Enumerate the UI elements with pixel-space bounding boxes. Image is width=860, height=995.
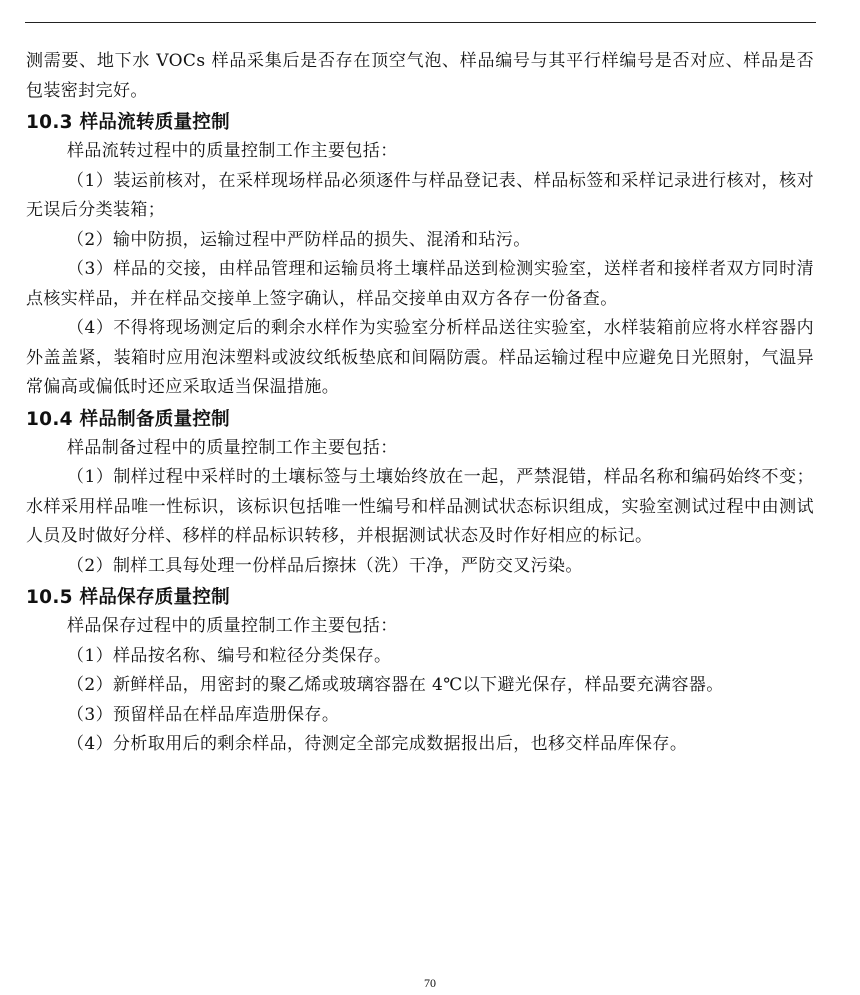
paragraph: （1）样品按名称、编号和粒径分类保存。: [67, 645, 392, 666]
paragraph: （1）装运前核对，在采样现场样品必须逐件与样品登记表、样品标签和采样记录进行核对，核对无误后分类装箱；: [26, 170, 814, 220]
paragraph: （2）输中防损，运输过程中严防样品的损失、混淆和玷污。: [67, 229, 531, 250]
paragraph-continuation: 测需要、地下水 VOCs 样品采集后是否存在顶空气泡、样品编号与其平行样编号是否对应、样品是否包装密封完好。: [26, 51, 814, 101]
paragraph: （4）分析取用后的剩余样品，待测定全部完成数据报出后，也移交样品库保存。: [67, 734, 688, 754]
section-heading-10-3: 10.3 样品流转质量控制: [26, 112, 230, 133]
paragraph: （2）新鲜样品，用密封的聚乙烯或玻璃容器在 4℃以下避光保存，样品要充满容器。: [67, 675, 724, 695]
document-body: [26, 47, 814, 760]
paragraph: （3）预留样品在样品库造册保存。: [67, 704, 340, 725]
header-rule: [25, 22, 816, 23]
paragraph: （4）不得将现场测定后的剩余水样作为实验室分析样品送往实验室，水样装箱前应将水样容器内外盖盖紧，装箱时应用泡沫塑料或波纹纸板垫底和间隔防震。样品运输过程中应避免日光照射，气温异常偏高或偏低时还应采取适当保温措施。: [26, 318, 814, 397]
section-heading-10-5: 10.5 样品保存质量控制: [26, 587, 230, 608]
paragraph: 样品流转过程中的质量控制工作主要包括：: [67, 141, 398, 161]
page-number: 70: [424, 976, 436, 990]
paragraph: 样品保存过程中的质量控制工作主要包括：: [67, 616, 398, 636]
paragraph: （1）制样过程中采样时的土壤标签与土壤始终放在一起，严禁混错，样品名称和编码始终不变；水样采用样品唯一性标识，该标识包括唯一性编号和样品测试状态标识组成，实验室测试过程中由测试人员及时做好分样、移样的样品标识转移，并根据测试状态及时作好相应的标记。: [26, 467, 814, 546]
paragraph: （2）制样工具每处理一份样品后擦抹（洗）干净，严防交叉污染。: [67, 555, 583, 576]
paragraph: （3）样品的交接，由样品管理和运输员将土壤样品送到检测实验室，送样者和接样者双方同时清点核实样品，并在样品交接单上签字确认，样品交接单由双方各存一份备查。: [26, 259, 814, 309]
paragraph: 样品制备过程中的质量控制工作主要包括：: [67, 437, 398, 458]
section-heading-10-4: 10.4 样品制备质量控制: [26, 408, 230, 430]
